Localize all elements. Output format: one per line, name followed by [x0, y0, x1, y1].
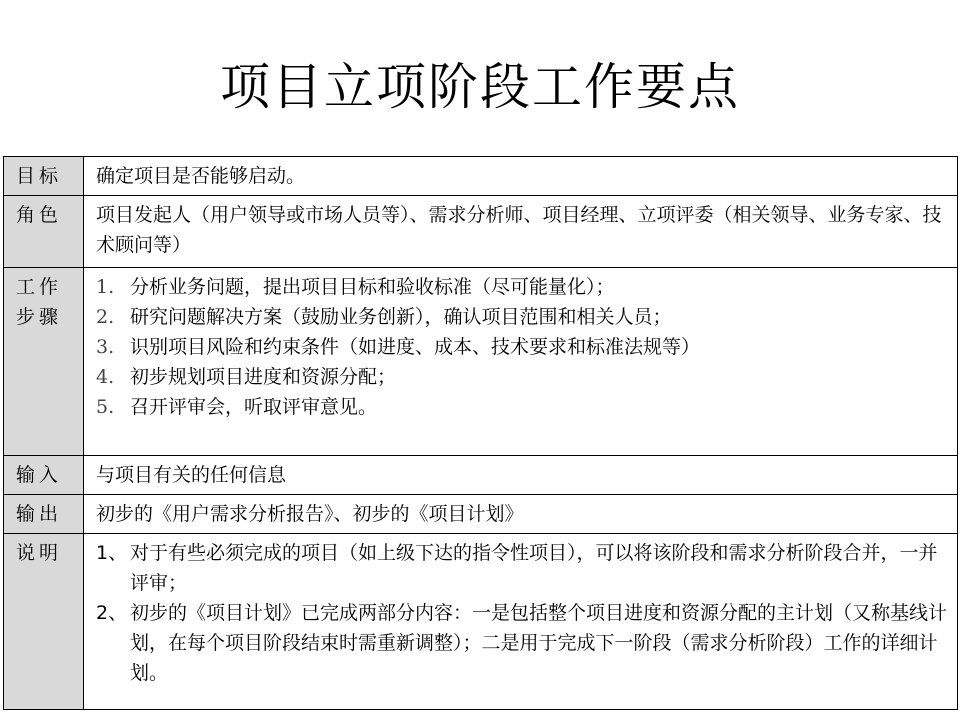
- row-content-steps: [84, 268, 958, 456]
- row-content-input: 与项目有关的任何信息: [84, 456, 958, 495]
- step-number: 5.: [96, 396, 115, 418]
- row-label-notes: 说明: [4, 534, 84, 710]
- list-item: [96, 332, 947, 362]
- row-notes: [4, 534, 958, 710]
- row-label-steps-text: 工作步骤: [16, 276, 63, 328]
- step-text: 研究问题解决方案（鼓励业务创新），确认项目范围和相关人员；: [130, 306, 672, 328]
- step-number: 4.: [96, 366, 115, 388]
- row-label-input: 输入: [4, 456, 84, 495]
- list-item: [96, 272, 947, 302]
- row-role: [4, 196, 958, 268]
- note-number: 1、: [96, 542, 128, 564]
- row-content-output: 初步的《用户需求分析报告》、初步的《项目计划》: [84, 495, 958, 534]
- step-number: 3.: [96, 336, 115, 358]
- row-input: [4, 456, 958, 495]
- note-text: 对于有些必须完成的项目（如上级下达的指令性项目），可以将该阶段和需求分析阶段合并，一并评审；: [130, 542, 938, 594]
- key-points-table: [3, 156, 958, 710]
- list-item: [96, 362, 947, 392]
- page-title: 项目立项阶段工作要点: [220, 58, 740, 116]
- step-text: 初步规划项目进度和资源分配；: [130, 366, 397, 388]
- step-text: 识别项目风险和约束条件（如进度、成本、技术要求和标准法规等）: [130, 336, 701, 358]
- step-number: 2.: [96, 306, 115, 328]
- list-item: [96, 302, 947, 332]
- row-content-role: [84, 196, 958, 268]
- step-text: 分析业务问题，提出项目目标和验收标准（尽可能量化）；: [130, 276, 615, 298]
- row-goal: [4, 157, 958, 196]
- row-label-role: 角色: [4, 196, 84, 268]
- note-text: 初步的《项目计划》已完成两部分内容：一是包括整个项目进度和资源分配的主计划（又称基线计划，在每个项目阶段结束时需重新调整）；二是用于完成下一阶段（需求分析阶段）工作的详细计划。: [130, 602, 948, 684]
- note-number: 2、: [96, 602, 128, 624]
- list-item: [96, 598, 947, 688]
- list-item: [96, 392, 947, 422]
- row-label-output: 输出: [4, 495, 84, 534]
- row-content-goal: 确定项目是否能够启动。: [84, 157, 958, 196]
- row-steps: [4, 268, 958, 456]
- row-label-steps: [4, 268, 84, 456]
- row-content-notes: [84, 534, 958, 710]
- row-label-goal: 目标: [4, 157, 84, 196]
- row-output: [4, 495, 958, 534]
- step-text: 召开评审会，听取评审意见。: [130, 396, 378, 418]
- step-number: 1.: [96, 276, 115, 298]
- list-item: [96, 538, 947, 598]
- role-text: 项目发起人（用户领导或市场人员等）、需求分析师、项目经理、立项评委（相关领导、业务专家、技术顾问等）: [96, 204, 942, 256]
